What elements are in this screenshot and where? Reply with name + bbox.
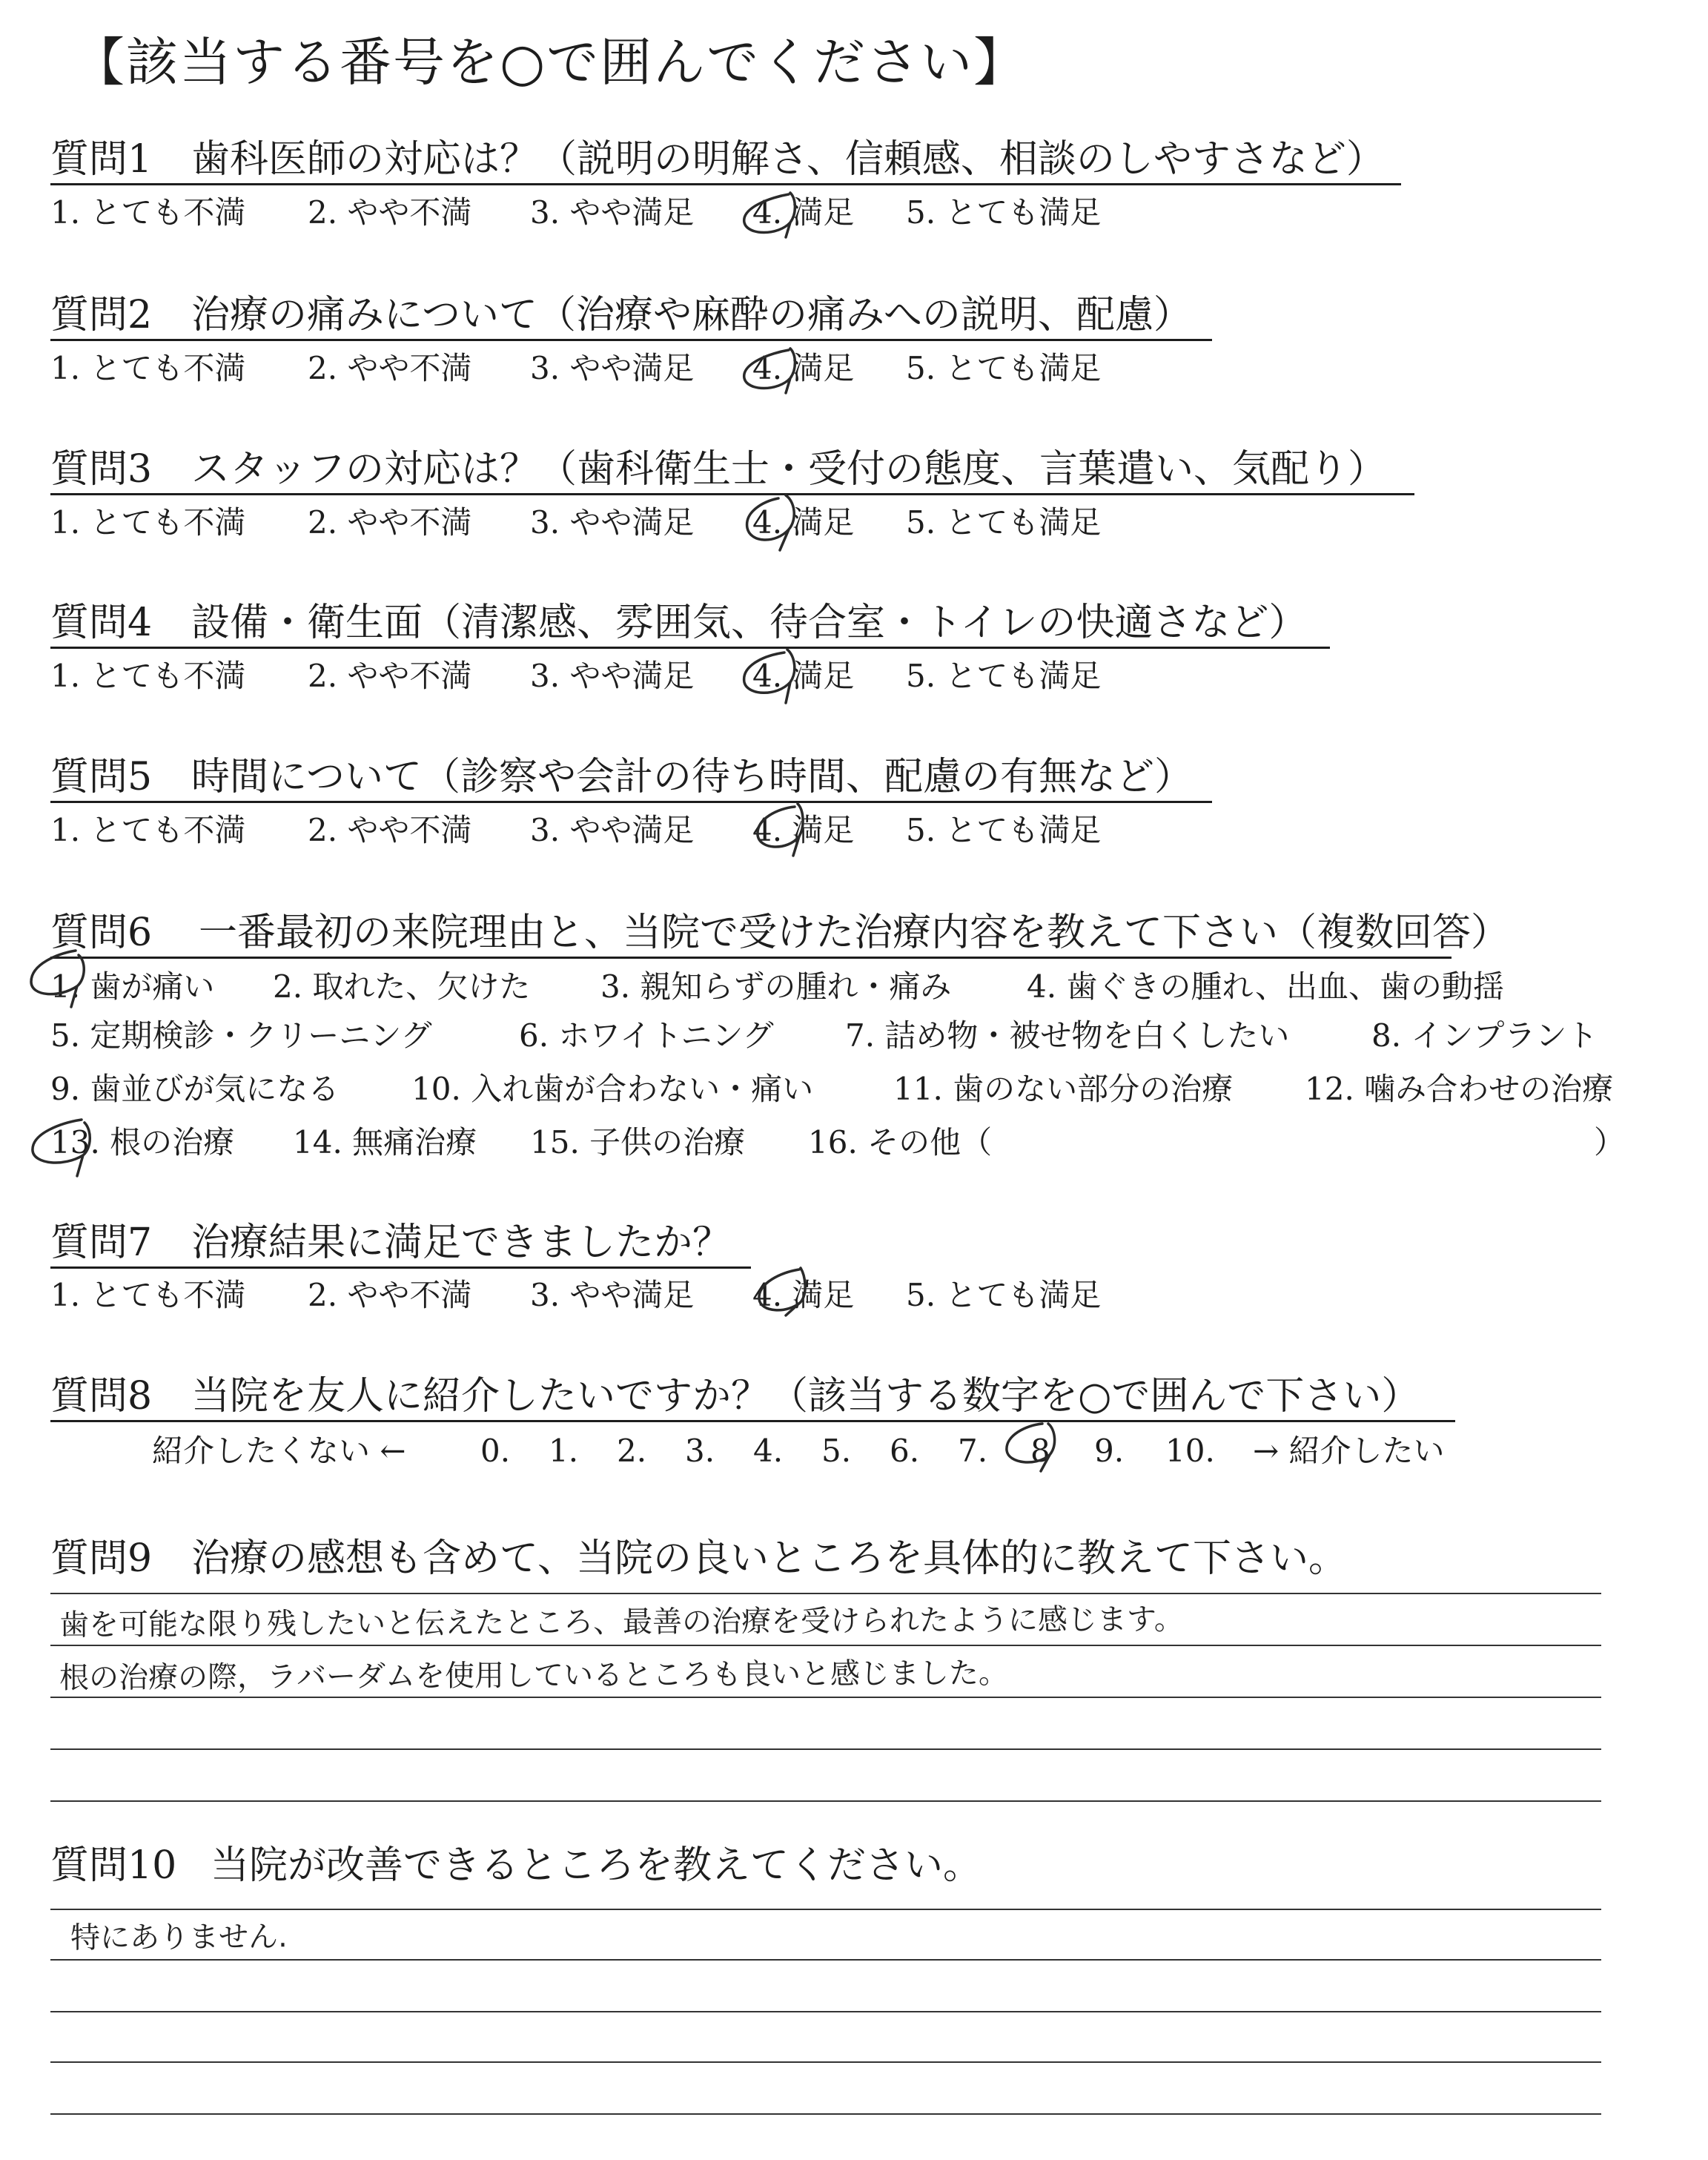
q6-option-8[interactable]: 8. インプラント	[1371, 1017, 1598, 1054]
q7-option-3[interactable]: 3. やや満足	[530, 1277, 695, 1313]
question-7-text: 治療結果に満足できましたか？	[191, 1221, 732, 1265]
q4-option-3[interactable]: 3. やや満足	[530, 658, 695, 694]
question-8-label: 質問8	[50, 1374, 153, 1418]
q9-answer-line-2[interactable]: 根の治療の際，ラバーダムを使用しているところも良いと感じました。	[59, 1656, 1009, 1696]
question-1-label: 質問1	[50, 137, 153, 182]
q8-option-10[interactable]: 10.	[1165, 1433, 1215, 1469]
q2-option-1[interactable]: 1. とても不満	[50, 350, 246, 386]
question-8-text: 当院を友人に紹介したいですか？（該当する数字を○で囲んで下さい）	[191, 1374, 1420, 1418]
q6-option-2[interactable]: 2. 取れた、欠けた	[273, 968, 531, 1005]
question-9-label: 質問9	[50, 1536, 153, 1581]
question-4-title	[50, 601, 1307, 645]
question-3-title	[50, 447, 1386, 492]
q6-option-12[interactable]: 12. 噛み合わせの治療	[1305, 1071, 1614, 1107]
q6-option-9[interactable]: 9. 歯並びが気になる	[50, 1071, 340, 1107]
q6-other-close-paren: ）	[1594, 1124, 1626, 1160]
q8-right-label: → 紹介したい	[1253, 1433, 1445, 1469]
q8-left-label: 紹介したくない ←	[152, 1433, 406, 1469]
q9-writing-line-3	[50, 1697, 1601, 1698]
q4-option-1[interactable]: 1. とても不満	[50, 658, 246, 694]
q8-option-8[interactable]: 8	[1030, 1433, 1050, 1469]
q5-option-4[interactable]: 4. 満足	[752, 812, 855, 848]
question-2-underline	[50, 339, 1212, 341]
question-6-title	[50, 911, 1509, 955]
q8-option-2[interactable]: 2.	[617, 1433, 647, 1469]
question-3-underline	[50, 493, 1414, 495]
q8-option-6[interactable]: 6.	[890, 1433, 920, 1469]
q10-writing-line-5	[50, 2113, 1601, 2115]
q6-option-7[interactable]: 7. 詰め物・被せ物を白くしたい	[845, 1017, 1290, 1054]
question-3-text: スタッフの対応は？（歯科衛生士・受付の態度、言葉遣い、気配り）	[191, 447, 1387, 492]
q6-option-4[interactable]: 4. 歯ぐきの腫れ、出血、歯の動揺	[1027, 968, 1504, 1005]
q6-option-1[interactable]: 1. 歯が痛い	[50, 968, 215, 1005]
question-1-underline	[50, 183, 1401, 185]
question-7-underline	[50, 1266, 751, 1269]
q3-option-3[interactable]: 3. やや満足	[530, 504, 695, 541]
q3-option-2[interactable]: 2. やや不満	[308, 504, 472, 541]
q9-writing-line-2	[50, 1645, 1601, 1646]
q6-option-11[interactable]: 11. 歯のない部分の治療	[893, 1071, 1234, 1107]
q1-option-4[interactable]: 4. 満足	[752, 194, 855, 231]
q2-option-2[interactable]: 2. やや不満	[308, 350, 472, 386]
q2-option-4[interactable]: 4. 満足	[752, 350, 855, 386]
q8-option-9[interactable]: 9.	[1094, 1433, 1125, 1469]
question-1-text: 歯科医師の対応は？（説明の明解さ、信頼感、相談のしやすさなど）	[191, 137, 1385, 182]
q9-answer-line-1[interactable]: 歯を可能な限り残したいと伝えたところ、最善の治療を受けられたように感じます。	[59, 1602, 1184, 1642]
question-7-title	[50, 1221, 731, 1265]
question-2-title	[50, 293, 1192, 337]
q9-writing-line-1	[50, 1593, 1601, 1594]
q8-option-3[interactable]: 3.	[685, 1433, 715, 1469]
q8-option-4[interactable]: 4.	[753, 1433, 784, 1469]
q10-writing-line-3	[50, 2011, 1601, 2012]
q9-writing-line-5	[50, 1800, 1601, 1802]
q8-option-1[interactable]: 1.	[549, 1433, 579, 1469]
q6-option-14[interactable]: 14. 無痛治療	[293, 1124, 477, 1160]
q8-option-7[interactable]: 7.	[958, 1433, 988, 1469]
q5-option-1[interactable]: 1. とても不満	[50, 812, 246, 848]
question-8-underline	[50, 1420, 1455, 1422]
q6-option-10[interactable]: 10. 入れ歯が合わない・痛い	[411, 1071, 814, 1107]
q2-option-5[interactable]: 5. とても満足	[906, 350, 1102, 386]
question-9-title	[50, 1536, 1347, 1581]
question-3-label: 質問3	[50, 447, 153, 492]
q3-option-1[interactable]: 1. とても不満	[50, 504, 246, 541]
q3-option-5[interactable]: 5. とても満足	[906, 504, 1102, 541]
q4-option-4[interactable]: 4. 満足	[752, 658, 855, 694]
q6-option-5[interactable]: 5. 定期検診・クリーニング	[50, 1017, 432, 1054]
q10-writing-line-4	[50, 2061, 1601, 2063]
q6-option-3[interactable]: 3. 親知らずの腫れ・痛み	[600, 968, 952, 1005]
page-title: 【該当する番号を○で囲んでください】	[73, 32, 1027, 93]
question-5-underline	[50, 801, 1212, 803]
q5-option-5[interactable]: 5. とても満足	[906, 812, 1102, 848]
question-10-label: 質問10	[50, 1843, 177, 1888]
q4-option-5[interactable]: 5. とても満足	[906, 658, 1102, 694]
question-10-text: 当院が改善できるところを教えてください。	[211, 1843, 982, 1888]
question-4-text: 設備・衛生面（清潔感、雰囲気、待合室・トイレの快適さなど）	[191, 601, 1308, 645]
question-4-underline	[50, 647, 1330, 649]
q6-option-16[interactable]: 16. その他（	[808, 1124, 993, 1160]
question-5-title	[50, 755, 1193, 799]
q7-option-4[interactable]: 4. 満足	[752, 1277, 855, 1313]
q6-option-13[interactable]: 13. 根の治療	[50, 1124, 235, 1160]
q5-option-3[interactable]: 3. やや満足	[530, 812, 695, 848]
question-5-text: 時間について（診察や会計の待ち時間、配慮の有無など）	[191, 755, 1193, 799]
question-8-title	[50, 1374, 1420, 1418]
question-6-label: 質問6	[50, 911, 153, 955]
q3-option-4[interactable]: 4. 満足	[752, 504, 855, 541]
q1-option-3[interactable]: 3. やや満足	[530, 194, 695, 231]
q9-writing-line-4	[50, 1748, 1601, 1750]
question-10-title	[50, 1843, 982, 1888]
q10-answer-line-1[interactable]: 特にありません.	[70, 1920, 288, 1955]
q1-option-5[interactable]: 5. とても満足	[906, 194, 1102, 231]
question-6-text: 一番最初の来院理由と、当院で受けた治療内容を教えて下さい（複数回答）	[199, 911, 1510, 955]
q8-option-5[interactable]: 5.	[821, 1433, 852, 1469]
q1-option-1[interactable]: 1. とても不満	[50, 194, 246, 231]
q8-option-0[interactable]: 0.	[480, 1433, 511, 1469]
q6-option-6[interactable]: 6. ホワイトニング	[519, 1017, 774, 1054]
q7-option-2[interactable]: 2. やや不満	[308, 1277, 472, 1313]
question-7-label: 質問7	[50, 1221, 153, 1265]
q1-option-2[interactable]: 2. やや不満	[308, 194, 472, 231]
q5-option-2[interactable]: 2. やや不満	[308, 812, 472, 848]
q7-option-5[interactable]: 5. とても満足	[906, 1277, 1102, 1313]
q10-writing-line-1	[50, 1909, 1601, 1910]
q4-option-2[interactable]: 2. やや不満	[308, 658, 472, 694]
question-2-text: 治療の痛みについて（治療や麻酔の痛みへの説明、配慮）	[191, 293, 1192, 337]
question-9-text: 治療の感想も含めて、当院の良いところを具体的に教えて下さい。	[191, 1536, 1347, 1581]
q6-option-15[interactable]: 15. 子供の治療	[530, 1124, 746, 1160]
question-5-label: 質問5	[50, 755, 153, 799]
q7-option-1[interactable]: 1. とても不満	[50, 1277, 246, 1313]
q10-writing-line-2	[50, 1959, 1601, 1961]
question-1-title	[50, 137, 1385, 182]
question-6-underline	[50, 957, 1452, 959]
question-4-label: 質問4	[50, 601, 153, 645]
q2-option-3[interactable]: 3. やや満足	[530, 350, 695, 386]
question-2-label: 質問2	[50, 293, 153, 337]
